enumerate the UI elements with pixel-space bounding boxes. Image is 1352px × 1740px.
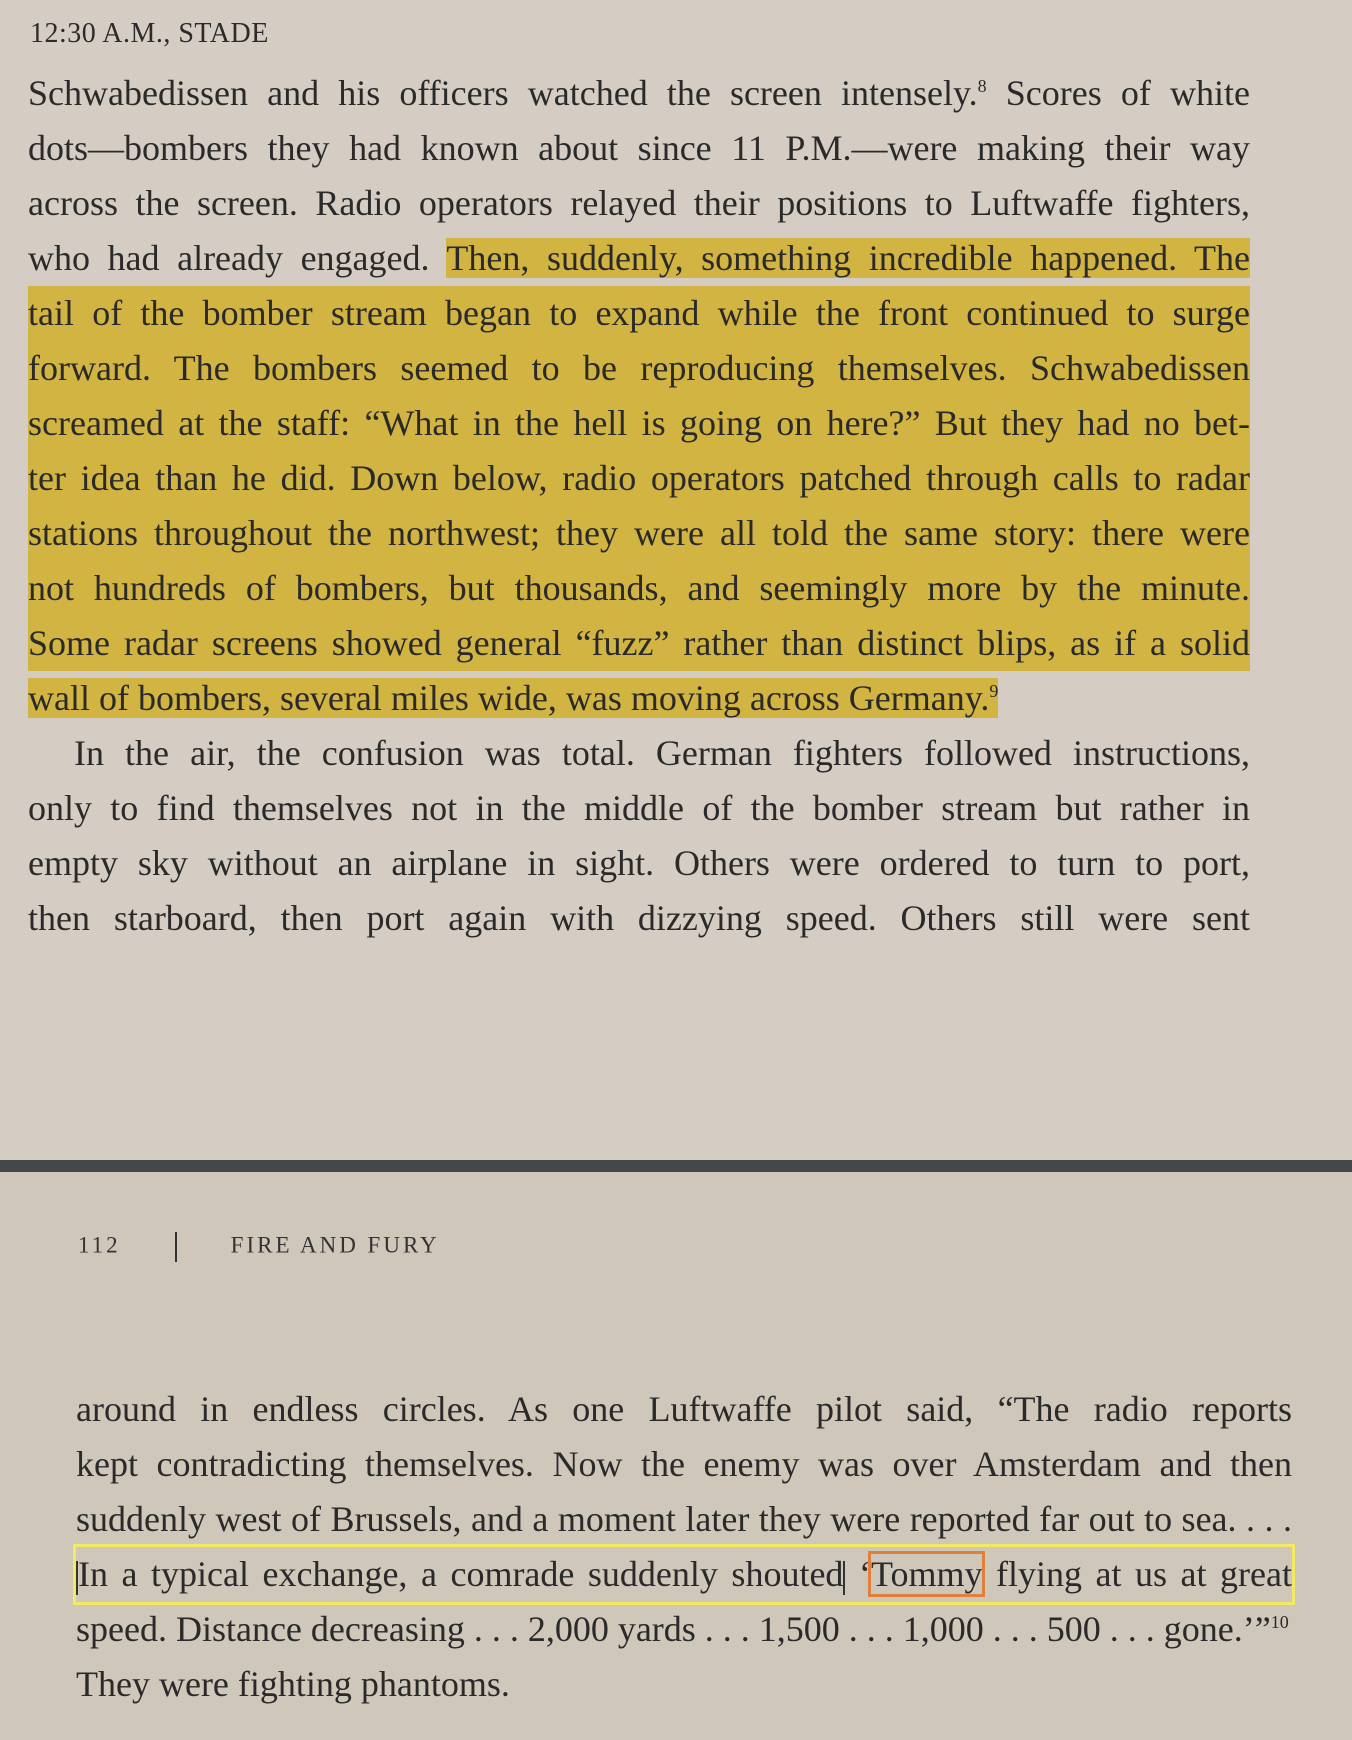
highlighted-line[interactable]: ter idea than he did. Down below, radio operators patched through calls to radar: [28, 451, 1250, 506]
running-head: [78, 1232, 440, 1262]
text-line[interactable]: speed. Distance decreasing . . . 2,000 yards . . . 1,500 . . . 1,000 . . . 500 . . . gone.’”$^{10}$: [76, 1609, 1289, 1649]
highlighted-line[interactable]: screamed at the staff: “What in the hell is going on here?” But they had no bet-: [28, 396, 1250, 451]
selection-end-cursor: [843, 1561, 845, 1595]
text-line[interactable]: Schwabedissen and his officers watched the screen intensely.$^8$ Scores of white: [28, 73, 1250, 113]
highlighted-line[interactable]: Some radar screens showed general “fuzz” rather than distinct blips, as if a solid: [28, 616, 1250, 671]
text-line[interactable]: around in endless circles. As one Luftwaffe pilot said, “The radio reports: [76, 1389, 1292, 1429]
section-heading: 12:30 A.M., STADE: [30, 18, 269, 49]
text-line[interactable]: kept contradicting themselves. Now the enemy was over Amsterdam and then: [76, 1444, 1292, 1484]
text-line[interactable]: They were fighting phantoms.: [76, 1664, 510, 1704]
highlighted-line[interactable]: forward. The bombers seemed to be reproducing themselves. Schwabedissen: [28, 341, 1250, 396]
book-title: FIRE AND FURY: [230, 1232, 440, 1258]
text-line[interactable]: suddenly west of Brussels, and a moment later they were reported far out to sea. . . .: [76, 1499, 1292, 1539]
highlighted-line[interactable]: not hundreds of bombers, but thousands, and seemingly more by the minute.: [28, 561, 1250, 616]
top-page-text[interactable]: [28, 66, 1250, 946]
text-line[interactable]: across the screen. Radio operators relayed their positions to Luftwaffe fighters,: [28, 183, 1250, 223]
text-line[interactable]: In the air, the confusion was total. German fighters followed instructions,: [74, 733, 1250, 773]
text-line[interactable]: then starboard, then port again with dizzying speed. Others still were sent: [28, 898, 1250, 938]
selected-text-line[interactable]: In a typical exchange, a comrade suddenly shouted ‘Tommy flying at us at great: [76, 1547, 1292, 1602]
selected-word[interactable]: Tommy: [870, 1554, 983, 1594]
text-line[interactable]: empty sky without an airplane in sight. Others were ordered to turn to port,: [28, 843, 1250, 883]
page-number: 112: [78, 1232, 121, 1258]
text-line[interactable]: only to find themselves not in the middle of the bomber stream but rather in: [28, 788, 1250, 828]
highlight: wall of bombers, several miles wide, was moving across Germany.$^9$: [28, 678, 999, 718]
text-line[interactable]: [28, 671, 1250, 726]
bottom-page-text[interactable]: [76, 1382, 1292, 1712]
text-line[interactable]: dots—bombers they had known about since 11 P.M.—were making their way: [28, 128, 1250, 168]
highlight[interactable]: Then, suddenly, something incredible happened. The: [446, 238, 1250, 278]
highlighted-line[interactable]: stations throughout the northwest; they were all told the same story: there were: [28, 506, 1250, 561]
separator: [175, 1232, 177, 1262]
highlighted-line[interactable]: tail of the bomber stream began to expand while the front continued to surge: [28, 286, 1250, 341]
text-line[interactable]: who had already engaged. Then, suddenly, something incredible happened. The: [28, 238, 1250, 278]
